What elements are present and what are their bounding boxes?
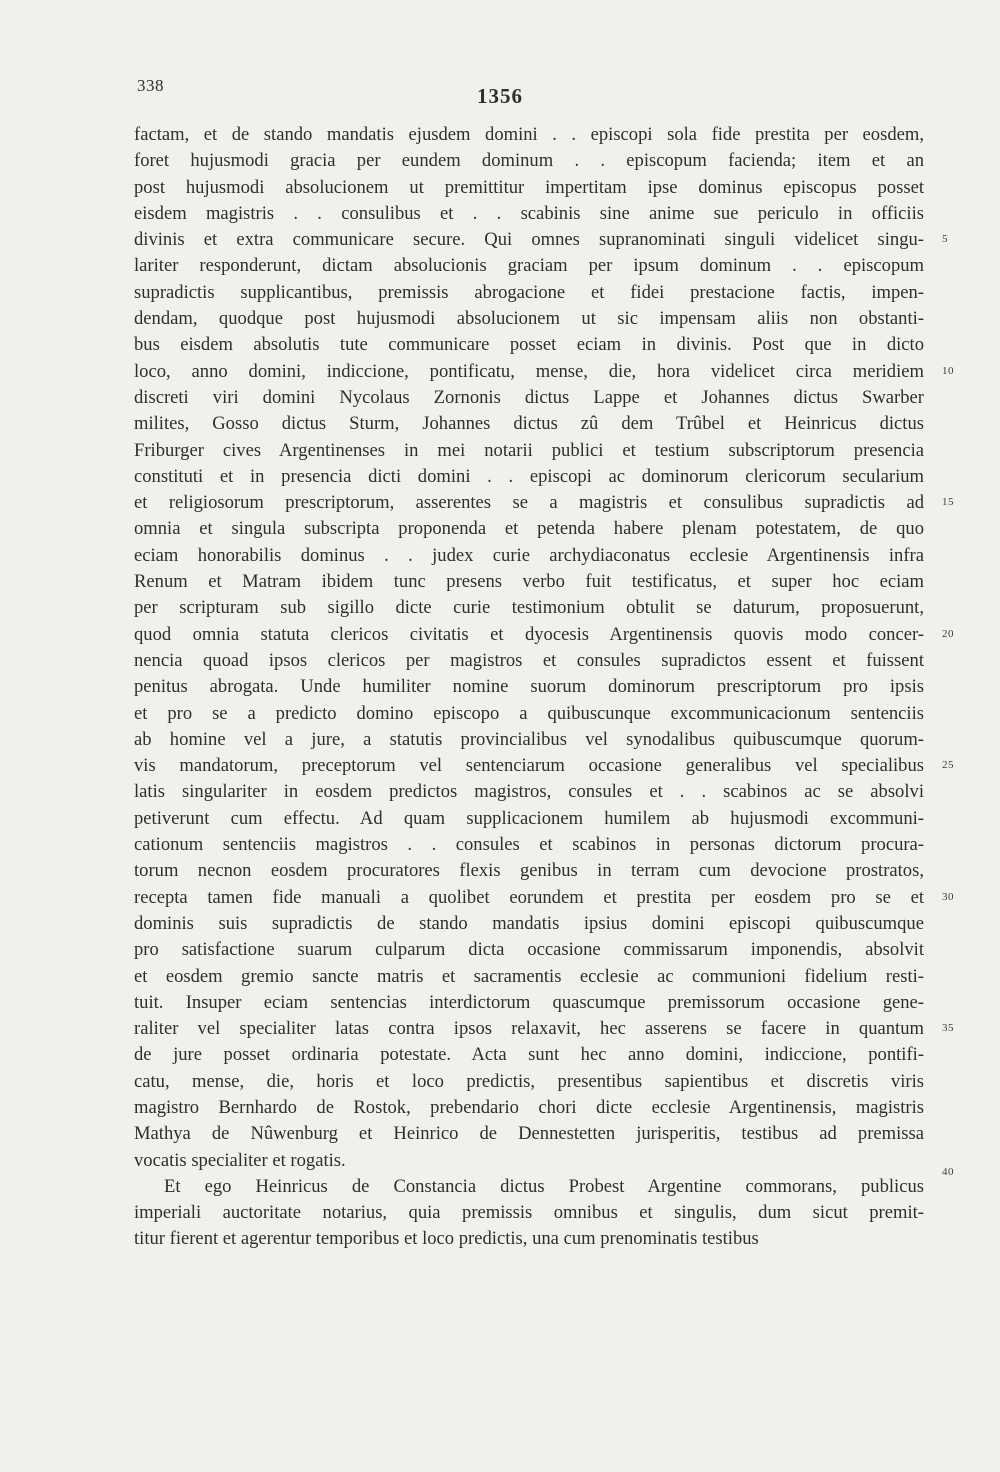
text-line: [134, 175, 924, 201]
text-line: [134, 990, 924, 1016]
text-line: [134, 148, 924, 174]
margin-line-number: 10: [942, 364, 954, 377]
margin-line-number: 40: [942, 1165, 954, 1178]
text-line: [134, 858, 924, 884]
text-line: [134, 438, 924, 464]
margin-line-number: 15: [942, 496, 954, 509]
line-text: ab homine vel a jure, a statutis provincialibus vel synodalibus quibuscumque quorum-: [134, 728, 924, 750]
line-text: quod omnia statuta clericos civitatis et dyocesis Argentinensis quovis modo concer-: [134, 623, 924, 645]
line-text: discreti viri domini Nycolaus Zornonis dictus Lappe et Johannes dictus Swarber: [134, 386, 924, 408]
line-text: Et ego Heinricus de Constancia dictus Probest Argentine commorans, publicus: [164, 1175, 924, 1197]
line-text: divinis et extra communicare secure. Qui omnes supranominati singuli videlicet singu-: [134, 229, 924, 251]
line-text: vocatis specialiter et rogatis.: [134, 1149, 346, 1171]
line-text: milites, Gosso dictus Sturm, Johannes dictus zû dem Trûbel et Heinricus dictus: [134, 413, 924, 435]
text-line: [134, 385, 924, 411]
text-line: [134, 516, 924, 542]
body-text: [134, 122, 954, 1253]
text-line: [134, 359, 954, 385]
margin-line-number: 35: [942, 1022, 954, 1035]
text-line: [134, 779, 924, 805]
line-text: nencia quoad ipsos clericos per magistros et consules supradictos essent et fuissent: [134, 649, 924, 671]
line-text: magistro Bernhardo de Rostok, prebendario chori dicte ecclesie Argentinensis, magistris: [134, 1096, 924, 1118]
line-text: Friburger cives Argentinenses in mei notarii publici et testium subscriptorum presencia: [134, 439, 924, 461]
line-text: eciam honorabilis dominus . . judex curie archydiaconatus ecclesie Argentinensis infra: [134, 544, 924, 566]
text-line: [134, 227, 948, 253]
text-line: [134, 1042, 924, 1068]
text-line: [134, 1121, 924, 1147]
line-text: recepta tamen fide manuali a quolibet eorundem et prestita per eosdem pro se et: [134, 886, 924, 908]
text-line: [134, 911, 924, 937]
text-line: [134, 1226, 924, 1252]
text-line: [134, 727, 924, 753]
margin-line-number: 30: [942, 890, 954, 903]
line-text: et religiosorum prescriptorum, asserentes se a magistris et consulibus supradictis ad: [134, 492, 924, 514]
text-line: [134, 595, 924, 621]
line-text: factam, et de stando mandatis ejusdem domini . . episcopi sola fide prestita per eosdem,: [134, 124, 924, 145]
line-text: penitus abrogata. Unde humiliter nomine suorum dominorum prescriptorum pro ipsis: [134, 676, 924, 698]
line-text: Mathya de Nûwenburg et Heinrico de Dennestetten jurisperitis, testibus ad premissa: [134, 1123, 924, 1145]
line-text: eisdem magistris . . consulibus et . . scabinis sine anime sue periculo in officiis: [134, 202, 924, 224]
line-text: raliter vel specialiter latas contra ipsos relaxavit, hec asserens se facere in quantum: [134, 1018, 924, 1040]
text-line: [134, 1016, 954, 1042]
line-text: loco, anno domini, indiccione, pontificatu, mense, die, hora videlicet circa meridiem: [134, 360, 924, 382]
text-line: [134, 832, 924, 858]
text-line: [134, 1200, 924, 1226]
text-line: [134, 937, 924, 963]
text-line: [134, 464, 924, 490]
text-line: [134, 332, 924, 358]
text-line: [134, 753, 954, 779]
text-line: [134, 280, 924, 306]
text-line: [134, 701, 924, 727]
line-text: tuit. Insuper eciam sentencias interdictorum quascumque premissorum occasione gene-: [134, 991, 924, 1013]
text-line: [134, 648, 924, 674]
line-text: titur fierent et agerentur temporibus et loco predictis, una cum prenominatis testibus: [134, 1228, 759, 1250]
page-number: 338: [137, 76, 164, 95]
line-text: per scripturam sub sigillo dicte curie testimonium obtulit se daturum, proposuerunt,: [134, 597, 924, 619]
line-text: petiverunt cum effectu. Ad quam supplicacionem humilem ab hujusmodi excommuni-: [134, 807, 924, 829]
line-text: lariter responderunt, dictam absolucionis graciam per ipsum dominum . . episcopum: [134, 255, 924, 277]
text-line: [134, 306, 924, 332]
line-text: omnia et singula subscripta proponenda et petenda habere plenam potestatem, de quo: [134, 518, 924, 540]
line-text: bus eisdem absolutis tute communicare posset eciam in divinis. Post que in dicto: [134, 334, 924, 356]
text-line: [134, 674, 924, 700]
text-line: [134, 411, 924, 437]
text-line: [134, 122, 924, 148]
text-line: [134, 964, 924, 990]
text-line: [134, 1165, 954, 1200]
text-line: [134, 1069, 924, 1095]
text-line: [134, 1148, 924, 1174]
text-line: [134, 569, 924, 595]
line-text: constituti et in presencia dicti domini . . episcopi ac dominorum clericorum secularium: [134, 465, 924, 487]
margin-line-number: 25: [942, 759, 954, 772]
margin-line-number: 5: [942, 233, 948, 246]
line-text: supradictis supplicantibus, premissis abrogacione et fidei prestacione factis, impen-: [134, 281, 924, 303]
line-text: foret hujusmodi gracia per eundem dominum . . episcopum facienda; item et an: [134, 150, 924, 172]
text-line: [134, 806, 924, 832]
line-text: vis mandatorum, preceptorum vel sentenciarum occasione generalibus vel specialibus: [134, 755, 924, 777]
text-line: [134, 885, 954, 911]
text-line: [134, 490, 954, 516]
line-text: et pro se a predicto domino episcopo a quibuscunque excommunicacionum sentenciis: [134, 702, 924, 724]
line-text: latis singulariter in eosdem predictos magistros, consules et . . scabinos ac se absolvi: [134, 781, 924, 803]
text-line: [134, 253, 924, 279]
running-head-year: 1356: [477, 84, 523, 108]
text-line: [134, 201, 924, 227]
line-text: pro satisfactione suarum culparum dicta occasione commissarum imponendis, absolvit: [134, 939, 924, 961]
line-text: post hujusmodi absolucionem ut premittitur impertitam ipse dominus episcopus posset: [134, 176, 924, 198]
margin-line-number: 20: [942, 627, 954, 640]
line-text: de jure posset ordinaria potestate. Acta sunt hec anno domini, indiccione, pontifi-: [134, 1044, 924, 1066]
line-text: cationum sentenciis magistros . . consules et scabinos in personas dictorum procura-: [134, 834, 924, 856]
line-text: torum necnon eosdem procuratores flexis genibus in terram cum devocione prostratos,: [134, 860, 924, 882]
line-text: et eosdem gremio sancte matris et sacramentis ecclesie ac communioni fidelium resti-: [134, 965, 924, 987]
line-text: catu, mense, die, horis et loco predictis, presentibus sapientibus et discretis viris: [134, 1070, 924, 1092]
line-text: imperiali auctoritate notarius, quia premissis omnibus et singulis, dum sicut premit-: [134, 1202, 924, 1224]
text-line: [134, 622, 954, 648]
line-text: dendam, quodque post hujusmodi absolucionem ut sic impensam aliis non obstanti-: [134, 308, 924, 330]
text-line: [134, 1095, 924, 1121]
line-text: dominis suis supradictis de stando mandatis ipsius domini episcopi quibuscumque: [134, 912, 924, 934]
line-text: Renum et Matram ibidem tunc presens verbo fuit testificatus, et super hoc eciam: [134, 571, 924, 593]
text-line: [134, 543, 924, 569]
